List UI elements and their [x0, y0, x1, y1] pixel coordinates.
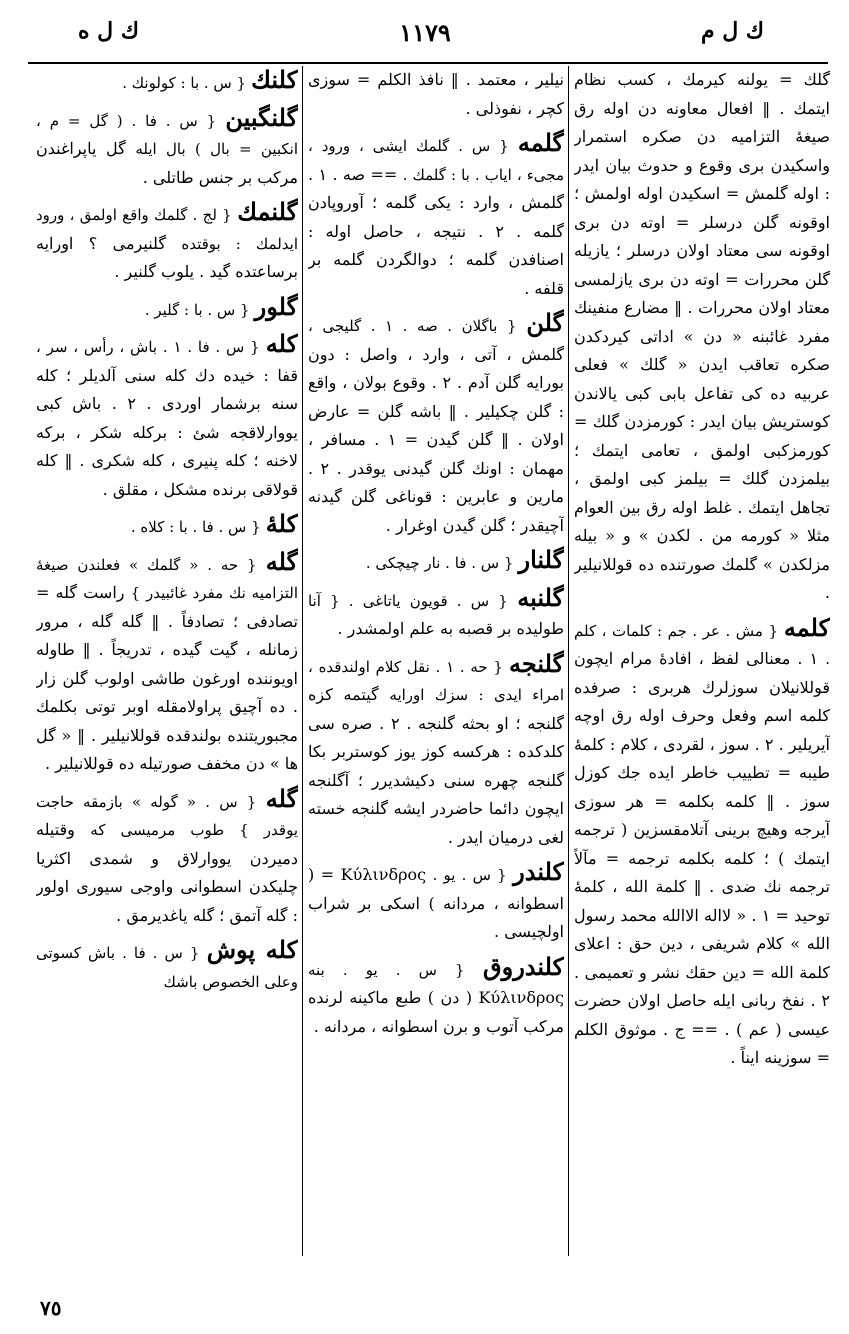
entry-definition: قفا : خيده دك كله سنى آلديلر ؛ كله سنه برشمار اوردى . ٢ . باش كبى يووارلاقجه شئ : بركله شكر ، بركه لاخنه ؛ كله پنيرى ، كله شكرى . ‖ كله قولاقى برنده مشكل ، مقلق .	[36, 365, 298, 499]
entry-definition: گل ياپراغندن مركب بر جنس طاتلى .	[36, 139, 298, 187]
entry-headword: گلنجه	[509, 648, 564, 678]
dictionary-entry	[36, 104, 298, 193]
entry-etymology: { لج . گلمك واقع اولمق ، ورود ايدلمك : بوقتده	[36, 206, 298, 253]
entry-headword: كلهٔ	[265, 509, 298, 538]
dictionary-entry	[308, 129, 564, 303]
entry-etymology: { س . گلمك ايشى ، ورود ، مجىء ، اياب . با : گلمك .	[308, 137, 564, 184]
entry-etymology: { حه . ١ . نقل كلام اولندقده ، امراء ايدى : سزك اورايه	[308, 657, 564, 704]
entry-definition: گيتمه كزه گلنجه ؛ او بحثه گلنجه . ٢ . صره سى كلدكده : هركسه كوز يوز كوستربر بكا گلنجه چهره سنى دكيشديرر ؛ آگلنجه ايچون دائما حاضردر ايشه گلنجه خسته لغى درميان ايدر .	[308, 685, 564, 847]
entry-etymology: { باگلان . صه . ١ . گليجى ،	[308, 317, 517, 335]
dictionary-entry	[36, 293, 298, 325]
dictionary-entry	[574, 66, 830, 608]
entry-headword: كلندر	[513, 857, 564, 886]
entry-definition: نيلير ، معتمد . ‖ نافذ الكلم = سوزى كچر ، نفوذلى .	[308, 70, 564, 118]
column-divider	[302, 66, 303, 1256]
dictionary-entry	[574, 614, 830, 1073]
dictionary-entry	[36, 198, 298, 287]
entry-headword: كلندروق	[482, 951, 564, 981]
entry-headword: گلنار	[518, 545, 564, 574]
dictionary-entry	[308, 546, 564, 578]
entry-headword: گلور	[254, 291, 298, 321]
entry-definition: گلنيرمى ؟ اورايه برساعتده گيد . يلوب گلنير .	[36, 233, 298, 281]
entry-etymology: { س . « گوله » بازمقه حاجت يوقدر } طوب مرميسى كه	[36, 792, 298, 839]
entry-definition: وقتيله دميردن يووارلاق و شمدى اكثريا چليكدن اسطوانى واوجى سيورى اولور : گله آتمق ؛ گله ياغديرمق .	[36, 820, 298, 925]
entry-headword: گلمه	[517, 128, 564, 157]
entry-etymology: { س . با : گلير .	[144, 300, 250, 319]
dictionary-entry	[36, 785, 298, 931]
dictionary-entry	[36, 330, 298, 504]
dictionary-entry	[308, 66, 564, 123]
entry-headword: گلنبه	[517, 582, 564, 612]
column-left	[36, 66, 298, 1256]
entry-headword: كلمه	[783, 612, 830, 642]
entry-greek-form: = Κύλινδρος	[320, 865, 427, 884]
dictionary-entry	[308, 650, 564, 853]
entry-etymology: { حه . « گلمك » فعلندن صيغهٔ التزاميه نك مفرد غائبيدر }	[36, 555, 298, 602]
entry-definition: == صه . ١ . گلمش ، وارد : يكى گلمه ؛ آوروپادن گلمه . ٢ . نتيجه ، حاصل اوله : اصنافدن گلمه ؛ دوالگردن گلمه بر قلفه .	[308, 164, 564, 298]
entry-headword: گلن	[526, 308, 564, 337]
page-header	[0, 10, 849, 60]
entry-headword: كلنك	[251, 66, 298, 94]
entry-etymology: { س . با : كولونك .	[122, 74, 247, 92]
entry-definition: راست گله = تصادفى ؛ تصادفاً . ‖ گله گله ، مرور زمانله ، گيت گيده ، تدريجاً . ‖ طاوله اويوننده اورغون طاشى اولوب گلن زار . ده آچيق پراولامقله اوبر توتى بكلمك مجبوريتنده بولندقده قوللانيلير . ‖ « گل ها » دن مخفف صورتيله ده قوللانيلير .	[36, 583, 298, 773]
entry-definition: گلمش ، آتى ، وارد ، واصل : دون بورايه گلن آدم . ٢ . وقوع بولان ، واقع : گلن چكيلير . ‖ باشه گلن = عارض اولان . ‖ گلن گيدن = ١ . مسافر ، مهمان : اونك گلن گيدنى يوقدر . ٢ . مارين و عابرين : قوناغى گلن گيدنه آچيقدر ؛ گلن گيدن اوغرار .	[308, 344, 564, 535]
column-right	[574, 66, 830, 1256]
dictionary-entry	[36, 510, 298, 542]
entry-etymology: { مش . عر . جم : كلمات ، كلم .	[574, 621, 830, 668]
dictionary-entry	[36, 66, 298, 98]
header-rule	[28, 62, 828, 64]
dictionary-entry	[308, 309, 564, 540]
entry-etymology: { س . فا . نار چيچكى .	[365, 554, 514, 572]
column-divider	[568, 66, 569, 1256]
entry-etymology: { س . فا . با : كلاه .	[130, 518, 261, 536]
dictionary-entry	[308, 858, 564, 947]
entry-definition: ١ . معنالى لفظ ، افادهٔ مرام ايچون قوللانيلان سوزلرك هربرى : صرفده كلمه اسم وفعل وحرف اوله رق اوچه آيريلير . ٢ . سوز ، لقردى ، كلام : كلمهٔ طيبه = تطييب خاطر ايده جك كوزل سوز . ‖ كلمه بكلمه = هر سوزى آيرجه وهيچ برينى آتلامقسزين ( ترجمه ايتمك ) ؛ كلمه بكلمه ترجمه = مآلاً ترجمه نك ضدى . ‖ كلمة الله ، كلمهٔ توحيد = ١ . « لااله الاالله محمد رسول الله » كلام شريفى ، دين حق : اعلاى كلمة الله = دين حقك نشر و تعميمى . ٢ . نفخ ربانى ايله حاصل اولان حضرت عيسى ( عم ) . == ج . موثوق الكلم = سوزينه ايناً .	[574, 649, 830, 1067]
entry-headword: گله	[265, 783, 298, 813]
signature-mark: ٧٥	[40, 1296, 62, 1320]
entry-definition: گلك = يولنه كيرمك ، كسب نظام ايتمك . ‖ افعال معاونه دن اوله رق صيغهٔ التزاميه دن صكره استمرار واسكيدن برى وقوع و حدوث بيان ايدر : اوله گلمش = اسكيدن اوله اولمش ؛ اوقونه گلن درسلر = اوته دن برى اوقونه سى معتاد اولان درسلر ؛ يازيله گلن محررات = اوته دن برى يازلمسى معتاد اولان محررات . ‖ مضارع منفينك مفرد غائبنه « دن » اداتى كيردكدن صكره تعاقب ايدن « گلك » فعلى عربيه ده كى تفاعل بابى كبى يالاندن كوستريش بيان ايدر : كورمزدن گلك = كورمزكبى اولمق ، تعامى ايتمك ؛ بيلمزدن گلك = بيلمز كبى اولمق ، تجاهل ايتمك . غلط اوله رق بين العوام مثلا « كورمه من . لكدن » و « بيله مزلكدن » گلمك صورتنده ده قوللانيلير .	[574, 70, 830, 602]
entry-headword: گلنگبين	[225, 102, 298, 132]
entry-etymology: { س . فا . ( گل = م ، انكبين = بال ) بال ايله	[36, 111, 298, 158]
entry-etymology: { س . قويون ياتاغى . { آنا	[308, 591, 508, 610]
entry-definition: طوليده بر قصبه به علم اولمشدر .	[337, 619, 564, 638]
right-guide-word: ك ل م	[700, 18, 764, 44]
column-middle	[308, 66, 564, 1256]
entry-etymology: { س . يو .	[432, 866, 507, 884]
entry-headword: گله	[265, 546, 298, 576]
entry-headword: كله	[265, 329, 298, 358]
dictionary-entry	[308, 584, 564, 644]
entry-headword: گلنمك	[237, 197, 298, 226]
entry-etymology: { س . يو . بنه	[308, 960, 465, 979]
left-guide-word: ك ل ه	[78, 18, 139, 44]
entry-etymology: { س . فا . ١ . باش ، رأس ، سر ،	[36, 338, 260, 356]
entry-greek-form: Κύλινδρος	[478, 988, 564, 1007]
dictionary-entry	[308, 953, 564, 1042]
dictionary-entry	[36, 548, 298, 779]
dictionary-entry	[36, 936, 298, 996]
entry-definition: ( دن ) طبع ماكينه لرنده مركب آتوب و برن اسطوانه ، مردانه .	[308, 988, 564, 1036]
entry-definition: ( اسطوانه ، مردانه ) اسكى بر شراب اولچيسى .	[308, 865, 564, 941]
entry-headword: كله پوش	[206, 935, 298, 964]
entry-etymology: { س . فا . باش كسوتى وعلى الخصوص باشك	[36, 944, 298, 991]
page-number: ١١٧٩	[399, 18, 451, 47]
